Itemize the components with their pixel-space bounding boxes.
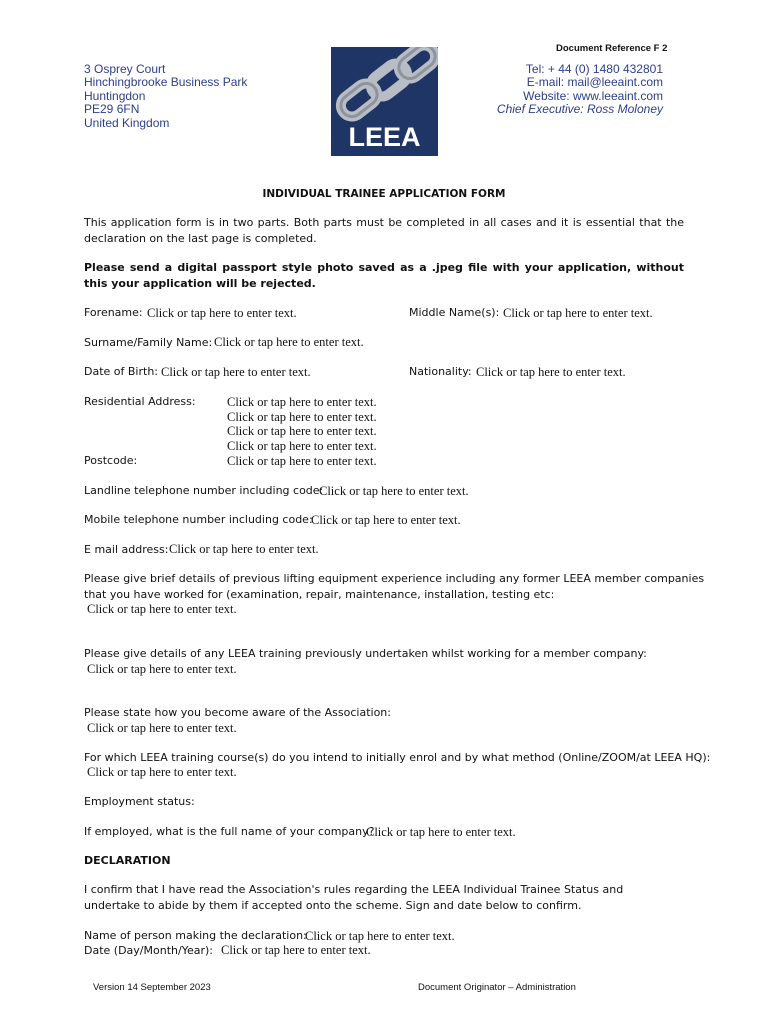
experience-label-line-1: Please give brief details of previous lifting equipment experience including any former LEEA member companies xyxy=(84,572,705,585)
address-line: 3 Osprey Court xyxy=(84,62,166,76)
employment-status-label: Employment status: xyxy=(84,795,195,808)
declaration-heading: DECLARATION xyxy=(84,854,171,867)
address-line-2-field[interactable]: Click or tap here to enter text. xyxy=(227,410,377,424)
footer-originator: Document Originator – Administration xyxy=(418,982,576,993)
declaration-date-field[interactable]: Click or tap here to enter text. xyxy=(221,943,371,957)
chain-logo-icon xyxy=(331,47,438,156)
declaration-date-label: Date (Day/Month/Year): xyxy=(84,944,213,957)
address-line: United Kingdom xyxy=(84,115,170,130)
address-line-4-field[interactable]: Click or tap here to enter text. xyxy=(227,439,377,453)
address-line-3-field[interactable]: Click or tap here to enter text. xyxy=(227,424,377,438)
declarant-name-label: Name of person making the declaration: xyxy=(84,929,307,942)
address-line-1-field[interactable]: Click or tap here to enter text. xyxy=(227,395,377,409)
nationality-field[interactable]: Click or tap here to enter text. xyxy=(476,365,626,379)
company-address xyxy=(84,63,247,130)
forename-field[interactable]: Click or tap here to enter text. xyxy=(147,306,297,320)
company-label: If employed, what is the full name of your company? xyxy=(84,825,375,838)
aware-field[interactable]: Click or tap here to enter text. xyxy=(87,721,237,735)
chief-executive: Chief Executive: Ross Moloney xyxy=(496,102,663,117)
email-address: E-mail: mail@leeaint.com xyxy=(526,75,663,90)
address-line: PE29 6FN xyxy=(84,102,140,117)
email-label: E mail address: xyxy=(84,543,169,556)
mobile-field[interactable]: Click or tap here to enter text. xyxy=(311,513,461,527)
email-field[interactable]: Click or tap here to enter text. xyxy=(169,542,319,556)
dob-field[interactable]: Click or tap here to enter text. xyxy=(161,365,311,379)
experience-field[interactable]: Click or tap here to enter text. xyxy=(87,602,237,616)
footer-version: Version 14 September 2023 xyxy=(93,982,211,993)
leea-logo xyxy=(331,47,438,156)
nationality-label: Nationality: xyxy=(409,365,472,378)
landline-field[interactable]: Click or tap here to enter text. xyxy=(319,484,469,498)
experience-label-line-2: that you have worked for (examination, repair, maintenance, installation, testing etc: xyxy=(84,588,555,601)
middle-names-label: Middle Name(s): xyxy=(409,306,500,319)
aware-label: Please state how you become aware of the Association: xyxy=(84,706,391,719)
surname-field[interactable]: Click or tap here to enter text. xyxy=(214,335,364,349)
address-line: Huntingdon xyxy=(84,88,146,103)
course-label: For which LEEA training course(s) do you intend to initially enrol and by what method (Online/ZOOM/at LEEA HQ): xyxy=(84,751,711,764)
declaration-text: I confirm that I have read the Association's rules regarding the LEEA Individual Trainee Status and undertake to abide by them if accepted onto the scheme. Sign and date below to confirm. xyxy=(84,883,624,912)
company-field[interactable]: Click or tap here to enter text. xyxy=(366,825,516,839)
website: Website: www.leeaint.com xyxy=(523,88,663,103)
residential-address-label: Residential Address: xyxy=(84,395,196,408)
svg-text:LEEA: LEEA xyxy=(348,122,421,152)
postcode-field[interactable]: Click or tap here to enter text. xyxy=(227,454,377,468)
middle-names-field[interactable]: Click or tap here to enter text. xyxy=(503,306,653,320)
surname-label: Surname/Family Name: xyxy=(84,336,213,349)
dob-label: Date of Birth: xyxy=(84,365,159,378)
course-field[interactable]: Click or tap here to enter text. xyxy=(87,765,237,779)
declarant-name-field[interactable]: Click or tap here to enter text. xyxy=(305,929,455,943)
contact-details xyxy=(497,63,663,117)
telephone: Tel: + 44 (0) 1480 432801 xyxy=(525,62,663,76)
landline-label: Landline telephone number including code: xyxy=(84,484,324,497)
photo-notice: Please send a digital passport style photo saved as a .jpeg file with your application, without this your application will be rejected. xyxy=(84,261,684,290)
address-line: Hinchingbrooke Business Park xyxy=(84,75,248,90)
forename-label: Forename: xyxy=(84,306,143,319)
document-reference: Document Reference F 2 xyxy=(556,43,668,54)
training-field[interactable]: Click or tap here to enter text. xyxy=(87,662,237,676)
training-label: Please give details of any LEEA training previously undertaken whilst working for a member company: xyxy=(84,647,647,660)
form-title: INDIVIDUAL TRAINEE APPLICATION FORM xyxy=(262,188,506,200)
intro-paragraph: This application form is in two parts. Both parts must be completed in all cases and it is essential that the declaration on the last page is completed. xyxy=(84,216,684,245)
postcode-label: Postcode: xyxy=(84,454,138,467)
mobile-label: Mobile telephone number including code: xyxy=(84,513,313,526)
